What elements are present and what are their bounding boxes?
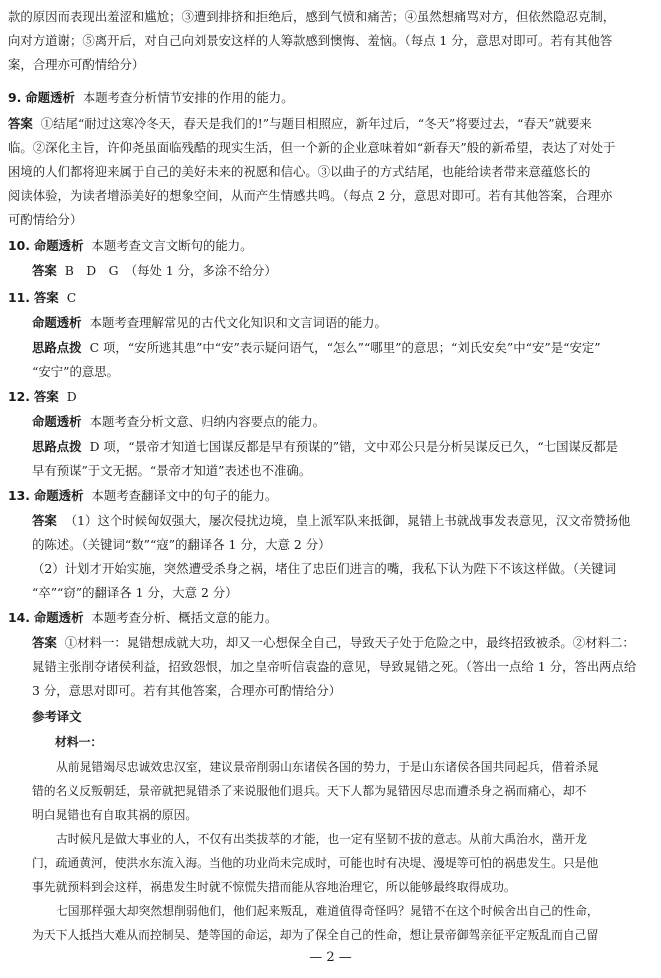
text-line: 从前晁错竭尽忠诚效忠汉室，建议景帝削弱山东诸侯各国的势力，于是山东诸侯各国共同起兵，借着杀晁 [56, 760, 599, 774]
question-11-hint [32, 336, 653, 360]
answer-text: B D G （每处 1 分，多涂不给分） [64, 263, 277, 278]
text-line: 古时候凡是做大事业的人，不仅有出类拔萃的才能，也一定有坚韧不拔的意志。从前大禹治水，凿开龙 [56, 832, 587, 846]
question-13-intent [8, 484, 653, 508]
label-answer: 答案 [32, 263, 57, 278]
question-11-intent [32, 311, 653, 335]
text-line: 向对方道谢；⑤离开后，对自己向刘景安这样的人筹款感到懊悔、羞恼。（每点 1 分，意思对即可。若有其他答 [8, 33, 613, 48]
label-intent: 命题透析 [33, 238, 84, 253]
hint-text: D 项，“景帝才知道七国谋反都是早有预谋的”错，文中邓公只是分析吴谋反已久，“七国谋反都是 [89, 439, 619, 454]
label-answer: 答案 [8, 116, 33, 131]
question-10-answer [32, 259, 653, 283]
translation-heading [32, 705, 653, 729]
text-line: 的陈述。（关键词“数”“寇”的翻译各 1 分，大意 2 分） [32, 537, 331, 552]
answer-text: （1）这个时候匈奴强大，屡次侵扰边境，皇上派军队来抵御，晁错上书就战事发表意见，汉文帝赞扬他 [64, 513, 631, 528]
label-answer: 答案 [32, 513, 57, 528]
question-number: 13. [8, 488, 30, 503]
question-10-intent [8, 234, 653, 258]
answer-text: D [66, 389, 77, 404]
label-hint: 思路点拨 [32, 340, 82, 355]
label-intent: 命题透析 [32, 414, 82, 429]
text-line: 案，合理亦可酌情给分） [8, 57, 145, 72]
text-line: 明白晁错也有自取其祸的原因。 [32, 808, 198, 822]
label-intent: 命题透析 [33, 488, 84, 503]
intent-text: 本题考查分析情节安排的作用的能力。 [82, 90, 294, 105]
question-number: 9. [8, 90, 22, 105]
text-line: 事先就预料到会这样，祸患发生时就不惊慌失措而能从容地治理它，所以能够最终取得成功。 [32, 880, 516, 894]
intent-text: 本题考查文言文断句的能力。 [91, 238, 253, 253]
text-line: 晁错主张削夺诸侯利益，招致怨恨，加之皇帝听信袁盎的意见，导致晁错之死。（答出一点给 1 分，答出两点给 [32, 659, 637, 674]
answer-text: ①结尾“耐过这寒冷冬天，春天是我们的!”与题目相照应，新年过后，“冬天”将要过去，“春天”就要来 [40, 116, 592, 131]
label-material: 材料一： [55, 735, 103, 749]
text-line: 款的原因而表现出羞涩和尴尬；③遭到排挤和拒绝后，感到气愤和痛苦；④虽然想痛骂对方，但依然隐忍克制， [8, 9, 616, 24]
text-line: 门，疏通黄河，使洪水东流入海。当他的功业尚未完成时，可能也时有决堤、漫堤等可怕的祸患发生。只是他 [32, 856, 599, 870]
label-intent: 命题透析 [32, 315, 82, 330]
question-number: 12. [8, 389, 30, 404]
text-line: 3 分，意思对即可。若有其他答案，合理亦可酌情给分） [32, 683, 342, 698]
text-line: （2）计划才开始实施，突然遭受杀身之祸，堵住了忠臣们进言的嘴，我私下认为陛下不该这样做。（关键词 [32, 561, 617, 576]
label-answer: 答案 [33, 290, 59, 305]
question-12-answer [8, 385, 653, 409]
question-11-answer [8, 286, 653, 310]
question-9-intent [8, 86, 653, 110]
text-line: 临。②深化主旨，许仰尧虽面临残酷的现实生活，但一个新的企业意味着如“新春天”般的新希望，表达了对处于 [8, 140, 616, 155]
question-number: 14. [8, 610, 30, 625]
label-answer: 答案 [33, 389, 59, 404]
label-intent: 命题透析 [25, 90, 75, 105]
question-number: 10. [8, 238, 30, 253]
question-12-intent [32, 410, 653, 434]
question-number: 11. [8, 290, 30, 305]
material-1-label [55, 730, 653, 754]
page-number: — 2 — [309, 950, 352, 965]
hint-text: C 项，“安所逃其患”中“安”表示疑问语气，“怎么”“哪里”的意思；“刘氏安矣”中“安”是“安定” [89, 340, 601, 355]
text-line: 为天下人抵挡大难从而控制吴、楚等国的命运，却为了保全自己的性命，想让景帝御驾亲征平定叛乱而自己留 [32, 928, 599, 942]
text-line: 阅读体验，为读者增添美好的想象空间，从而产生情感共鸣。（每点 2 分，意思对即可。若有其他答案，合理亦 [8, 188, 613, 203]
question-12-hint [32, 435, 653, 459]
intent-text: 本题考查理解常见的古代文化知识和文言词语的能力。 [89, 315, 387, 330]
text-line: “安宁”的意思。 [32, 364, 120, 379]
text-line: 可酌情给分） [8, 212, 83, 227]
question-14-answer [32, 631, 653, 655]
answer-text: ①材料一：晁错想成就大功，却又一心想保全自己，导致天子处于危险之中，最终招致被杀。②材料二： [64, 635, 635, 650]
question-9-answer [8, 112, 653, 136]
label-intent: 命题透析 [33, 610, 84, 625]
text-line: “卒”“窃”的翻译各 1 分，大意 2 分） [32, 585, 238, 600]
text-line: 困境的人们都将迎来属于自己的美好未来的祝愿和信心。③以曲子的方式结尾，也能给读者带来意蕴悠长的 [8, 164, 591, 179]
text-line: 早有预谋”于文无据。“景帝才知道”表述也不准确。 [32, 463, 312, 478]
translation-title: 参考译文 [32, 709, 82, 724]
label-answer: 答案 [32, 635, 57, 650]
text-line: 七国那样强大却突然想削弱他们，他们起来叛乱，难道值得奇怪吗？晁错不在这个时候舍出自己的性命， [56, 904, 599, 918]
intent-text: 本题考查翻译文中的句子的能力。 [91, 488, 278, 503]
answer-text: C [66, 290, 77, 305]
intent-text: 本题考查分析文意、归纳内容要点的能力。 [89, 414, 325, 429]
question-14-intent [8, 606, 653, 630]
label-hint: 思路点拨 [32, 439, 82, 454]
question-13-answer [32, 509, 653, 533]
text-line: 错的名义反叛朝廷，景帝就把晁错杀了来说服他们退兵。天下人都为晁错因尽忠而遭杀身之祸而痛心，却不 [32, 784, 587, 798]
intent-text: 本题考查分析、概括文意的能力。 [91, 610, 278, 625]
